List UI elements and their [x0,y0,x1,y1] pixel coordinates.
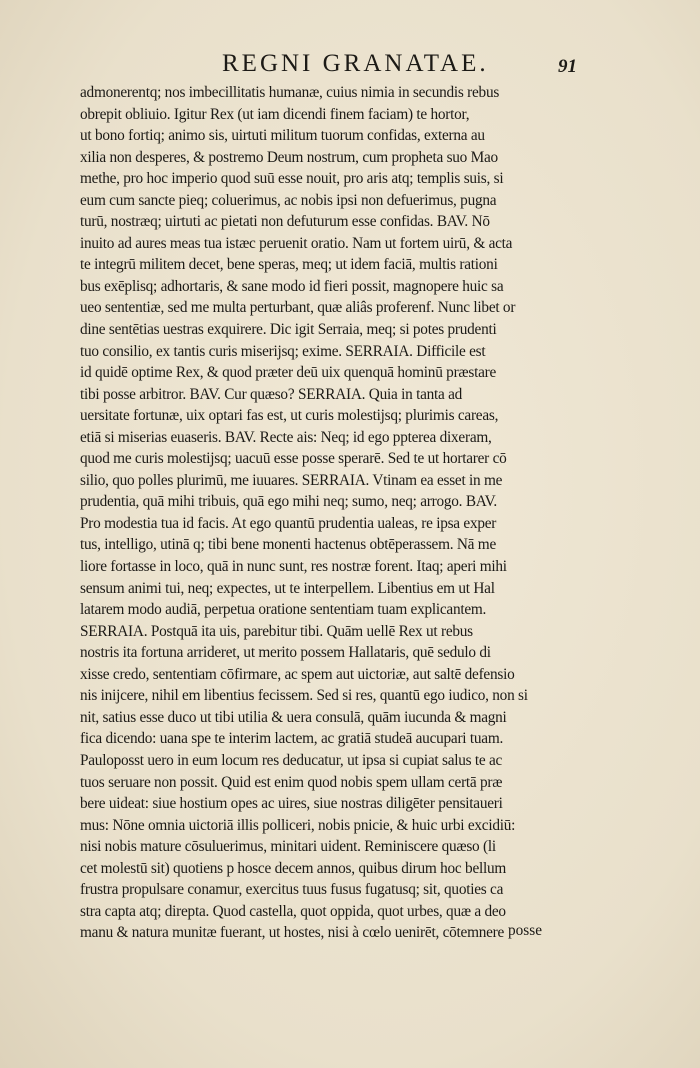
text-line: Pro modestia tua id facis. At ego quantū prudentia ualeas, re ipsa exper [80,514,497,532]
text-line: dine sentētias uestras exquirere. Dic igit Serraia, meq; si potes prudenti [80,321,497,339]
text-line: methe, pro hoc imperio quod suū esse nouit, pro aris atq; templis suis, si [80,170,504,188]
text-line: nis inijcere, nihil em libentius fecissem. Sed si res, quantū ego iudico, non si [80,687,528,705]
text-line: cet molestū sit) quotiens p hosce decem annos, quibus dirum hoc bellum [80,859,507,877]
catchword: posse [508,922,542,939]
text-line: mus: Nōne omnia uictoriā illis polliceri, nobis pnicie, & huic urbi excidiū: [80,816,516,834]
text-line: stra capta atq; direpta. Quod castella, quot oppida, quot urbes, quæ a deo [80,902,506,920]
text-line: frustra propulsare conamur, exercitus tuus fusus fugatusq; sit, quoties ca [80,881,504,899]
text-line: tibi posse arbitror. BAV. Cur quæso? SERRAIA. Quia in tanta ad [80,385,463,403]
text-line: Pauloposst uero in eum locum res deducatur, ut ipsa si cupiat salus te ac [80,751,503,769]
page-number: 91 [558,56,577,77]
text-line: etiā si miserias euaseris. BAV. Recte ais: Neq; id ego ppterea dixeram, [80,428,492,446]
text-line: inuito ad aures meas tua istæc peruenit oratio. Nam ut fortem uirū, & acta [80,234,513,252]
text-line: bus exēplisq; adhortaris, & sane modo id fieri possit, magnopere huic sa [80,277,504,295]
page-header [0,50,700,80]
text-line: quod me curis molestijsq; uacuū esse posse sperarē. Sed te ut hortarer cō [80,450,507,468]
running-head: REGNI GRANATAE. [222,50,489,77]
text-line: nostris ita fortuna arrideret, ut merito possem Hallataris, quē sedulo di [80,644,491,662]
text-line: te integrū militem decet, bene speras, meq; ut idem faciā, multis rationi [80,256,498,274]
text-line: nit, satius esse duco ut tibi utilia & uera consulā, quām iucunda & magni [80,708,507,726]
text-line: eum cum sancte pieq; coluerimus, ac nobis ipsi non defuerimus, pugna [80,191,497,209]
body-text [80,82,568,944]
text-line: xisse credo, sententiam cōfirmare, ac spem aut uictoriæ, aut saltē defensio [80,665,515,683]
text-line: ueo sententiæ, sed me multa perturbant, quæ aliâs proferenf. Nunc libet or [80,299,516,317]
text-line: latarem modo audiā, perpetua oratione sententiam tuam explicantem. [80,601,487,619]
text-line: tuo consilio, ex tantis curis miserijsq; exime. SERRAIA. Difficile est [80,342,486,360]
text-line: turū, nostræq; uirtuti ac pietati non defuturum esse confidas. BAV. Nō [80,213,490,231]
text-line: prudentia, quā mihi tribuis, quā ego mihi neq; sumo, neq; arrogo. BAV. [80,493,497,511]
text-line: sensum animi tui, neq; expectes, ut te interpellem. Libentius em ut Hal [80,579,495,597]
text-line: tus, intelligo, utinā q; tibi bene monenti hactenus obtēperassem. Nā me [80,536,496,554]
text-line: nisi nobis mature cōsuluerimus, minitari uident. Reminiscere quæso (li [80,838,496,856]
text-line: fica dicendo: uana spe te interim lactem, ac gratiā studeā aucupari tuam. [80,730,504,748]
text-line: ut bono fortiq; animo sis, uirtuti militum tuorum confidas, externa au [80,127,485,145]
text-line: uersitate fortunæ, uix optari fas est, ut curis molestijsq; plurimis careas, [80,407,499,425]
text-line: liore fortasse in loco, quā in nunc sunt, res nostræ forent. Itaq; aperi mihi [80,558,507,576]
text-line: id quidē optime Rex, & quod præter deū uix quenquā hominū præstare [80,364,496,382]
text-line: admonerentq; nos imbecillitatis humanæ, cuius nimia in secundis rebus [80,84,500,101]
text-line: obrepit obliuio. Igitur Rex (ut iam dicendi finem faciam) te hortor, [80,105,470,123]
text-line: tuos seruare non possit. Quid est enim quod nobis spem ullam certā præ [80,773,503,791]
text-line: SERRAIA. Postquā ita uis, parebitur tibi. Quām uellē Rex ut rebus [80,622,473,640]
text-line: bere uideat: siue hostium opes ac uires, siue nostras diligēter pensitaueri [80,795,503,813]
text-line: xilia non desperes, & postremo Deum nostrum, cum propheta suo Mao [80,148,498,166]
text-line: silio, quo polles plurimū, me iuuares. SERRAIA. Vtinam ea esset in me [80,471,503,489]
text-line: manu & natura munitæ fuerant, ut hostes, nisi à cœlo uenirēt, cōtemnere [80,924,505,942]
